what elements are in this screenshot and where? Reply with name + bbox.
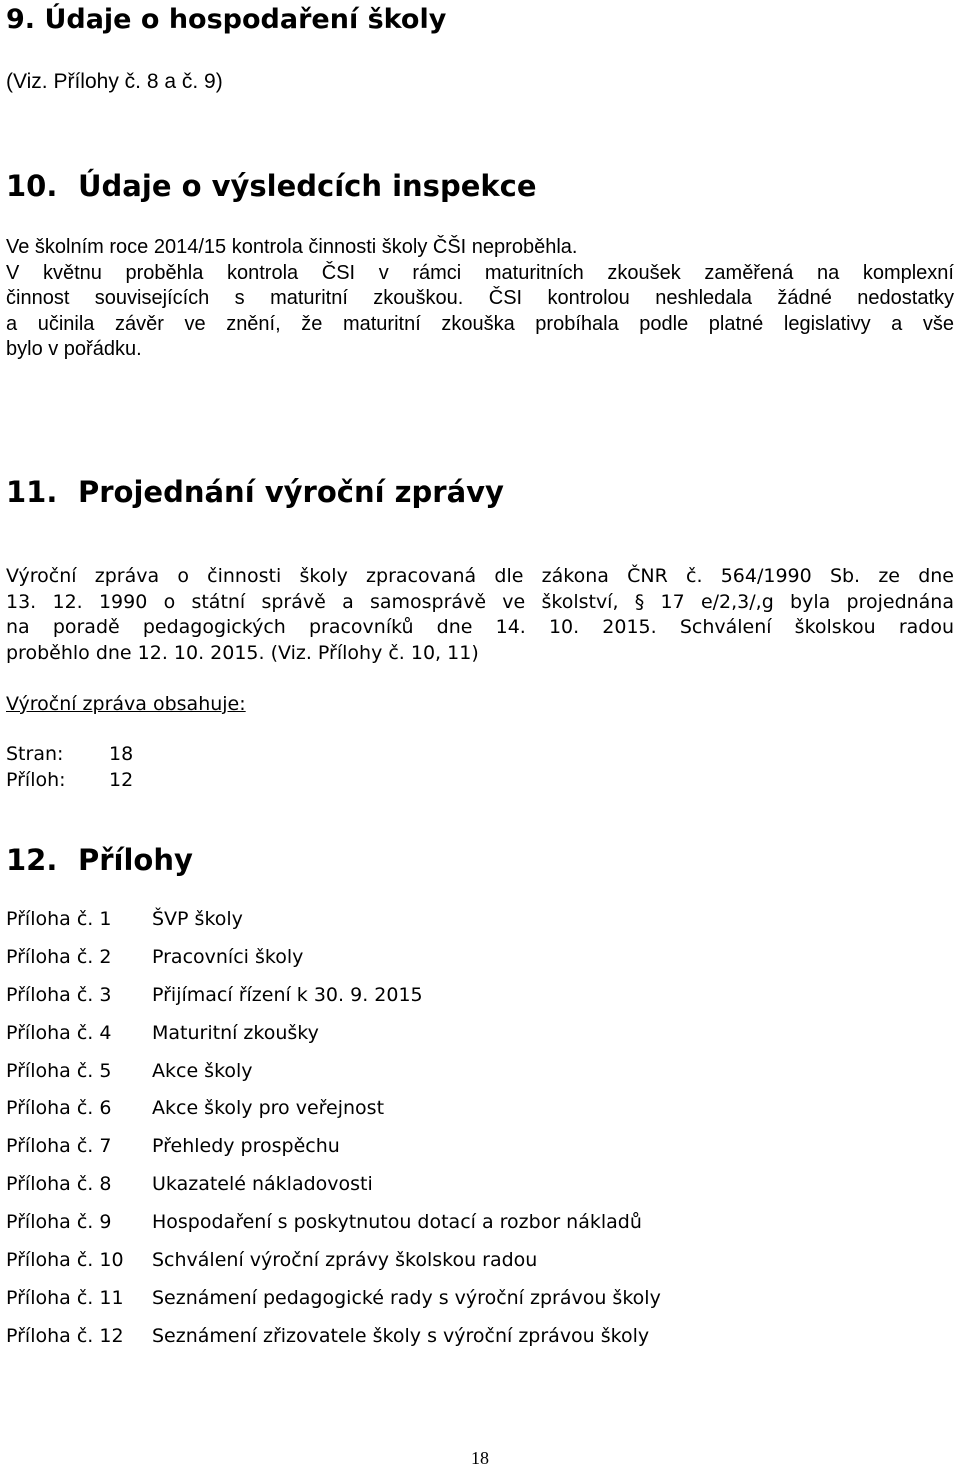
- attachment-description: Maturitní zkoušky: [152, 1021, 319, 1044]
- attachment-label: Příloha č. 12: [6, 1324, 124, 1347]
- section-11-paragraph: [6, 564, 954, 666]
- attachment-label: Příloha č. 9: [6, 1211, 112, 1234]
- attachment-description: Seznámení zřizovatele školy s výroční zprávou školy: [152, 1324, 650, 1347]
- section-9-reference: (Viz. Přílohy č. 8 a č. 9): [6, 70, 223, 93]
- attachment-description: Hospodaření s poskytnutou dotací a rozbor nákladů: [152, 1211, 642, 1234]
- paragraph-line: činnost souvisejících s maturitní zkouškou. ČSI kontrolou neshledala žádné nedostatky: [6, 287, 954, 309]
- section-9-title: 9. Údaje o hospodaření školy: [6, 4, 447, 35]
- section-12-heading: [6, 843, 193, 877]
- attachment-label: Příloha č. 7: [6, 1135, 112, 1158]
- page-count-value: 18: [109, 743, 134, 765]
- section-10-number: 10.: [6, 169, 58, 203]
- page-count-label: Stran:: [6, 743, 64, 765]
- attachment-label: Příloha č. 11: [6, 1286, 124, 1309]
- attachment-label: Příloha č. 2: [6, 945, 112, 968]
- section-10-heading: [6, 169, 537, 203]
- paragraph-line: proběhlo dne 12. 10. 2015. (Viz. Přílohy č. 10, 11): [6, 641, 479, 664]
- attachment-label: Příloha č. 1: [6, 908, 112, 930]
- paragraph-line: Výroční zpráva o činnosti školy zpracovaná dle zákona ČNR č. 564/1990 Sb. ze dne: [6, 565, 954, 587]
- section-12-title: Přílohy: [78, 843, 193, 877]
- paragraph-line: 13. 12. 1990 o státní správě a samosprávě ve školství, § 17 e/2,3/,g byla projednána: [6, 590, 954, 613]
- page-count: [6, 743, 134, 765]
- attachment-description: Akce školy: [152, 1059, 253, 1082]
- attachment-description: ŠVP školy: [152, 908, 243, 930]
- paragraph-line: na poradě pedagogických pracovníků dne 14. 10. 2015. Schválení školskou radou: [6, 616, 954, 638]
- section-10-title: Údaje o výsledcích inspekce: [78, 169, 537, 203]
- paragraph-line: Ve školním roce 2014/15 kontrola činnosti školy ČŠI neproběhla.: [6, 236, 578, 258]
- attachment-description: Akce školy pro veřejnost: [152, 1097, 385, 1120]
- paragraph-line: a učinila závěr ve znění, že maturitní zkouška probíhala podle platné legislativy a vše: [6, 312, 954, 335]
- attachment-description: Přijímací řízení k 30. 9. 2015: [152, 983, 423, 1006]
- section-11-heading: [6, 475, 504, 509]
- attachment-description: Ukazatelé nákladovosti: [152, 1173, 373, 1196]
- attachment-label: Příloha č. 10: [6, 1249, 124, 1272]
- attachment-description: Přehledy prospěchu: [152, 1135, 340, 1158]
- attachment-count: [6, 769, 134, 791]
- section-11-number: 11.: [6, 475, 58, 509]
- page-number: 18: [471, 1448, 489, 1468]
- section-12-number: 12.: [6, 843, 58, 877]
- paragraph-line: bylo v pořádku.: [6, 338, 142, 360]
- attachment-label: Příloha č. 4: [6, 1021, 112, 1044]
- attachment-label: Příloha č. 5: [6, 1059, 112, 1082]
- attachment-label: Příloha č. 8: [6, 1173, 112, 1196]
- section-11-title: Projednání výroční zprávy: [78, 475, 504, 509]
- section-10-paragraph: [6, 235, 954, 363]
- attachment-count-label: Příloh:: [6, 769, 66, 791]
- section-9-heading: [6, 4, 446, 35]
- attachment-count-value: 12: [109, 769, 134, 791]
- attachment-description: Schválení výroční zprávy školskou radou: [152, 1249, 538, 1272]
- attachment-description: Seznámení pedagogické rady s výroční zprávou školy: [152, 1286, 661, 1309]
- paragraph-line: V květnu proběhla kontrola ČSI v rámci maturitních zkoušek zaměřená na komplexní: [6, 261, 954, 284]
- attachment-description: Pracovníci školy: [152, 945, 304, 968]
- attachment-label: Příloha č. 6: [6, 1097, 112, 1120]
- report-contents-heading: Výroční zpráva obsahuje:: [6, 693, 246, 715]
- attachment-label: Příloha č. 3: [6, 983, 112, 1006]
